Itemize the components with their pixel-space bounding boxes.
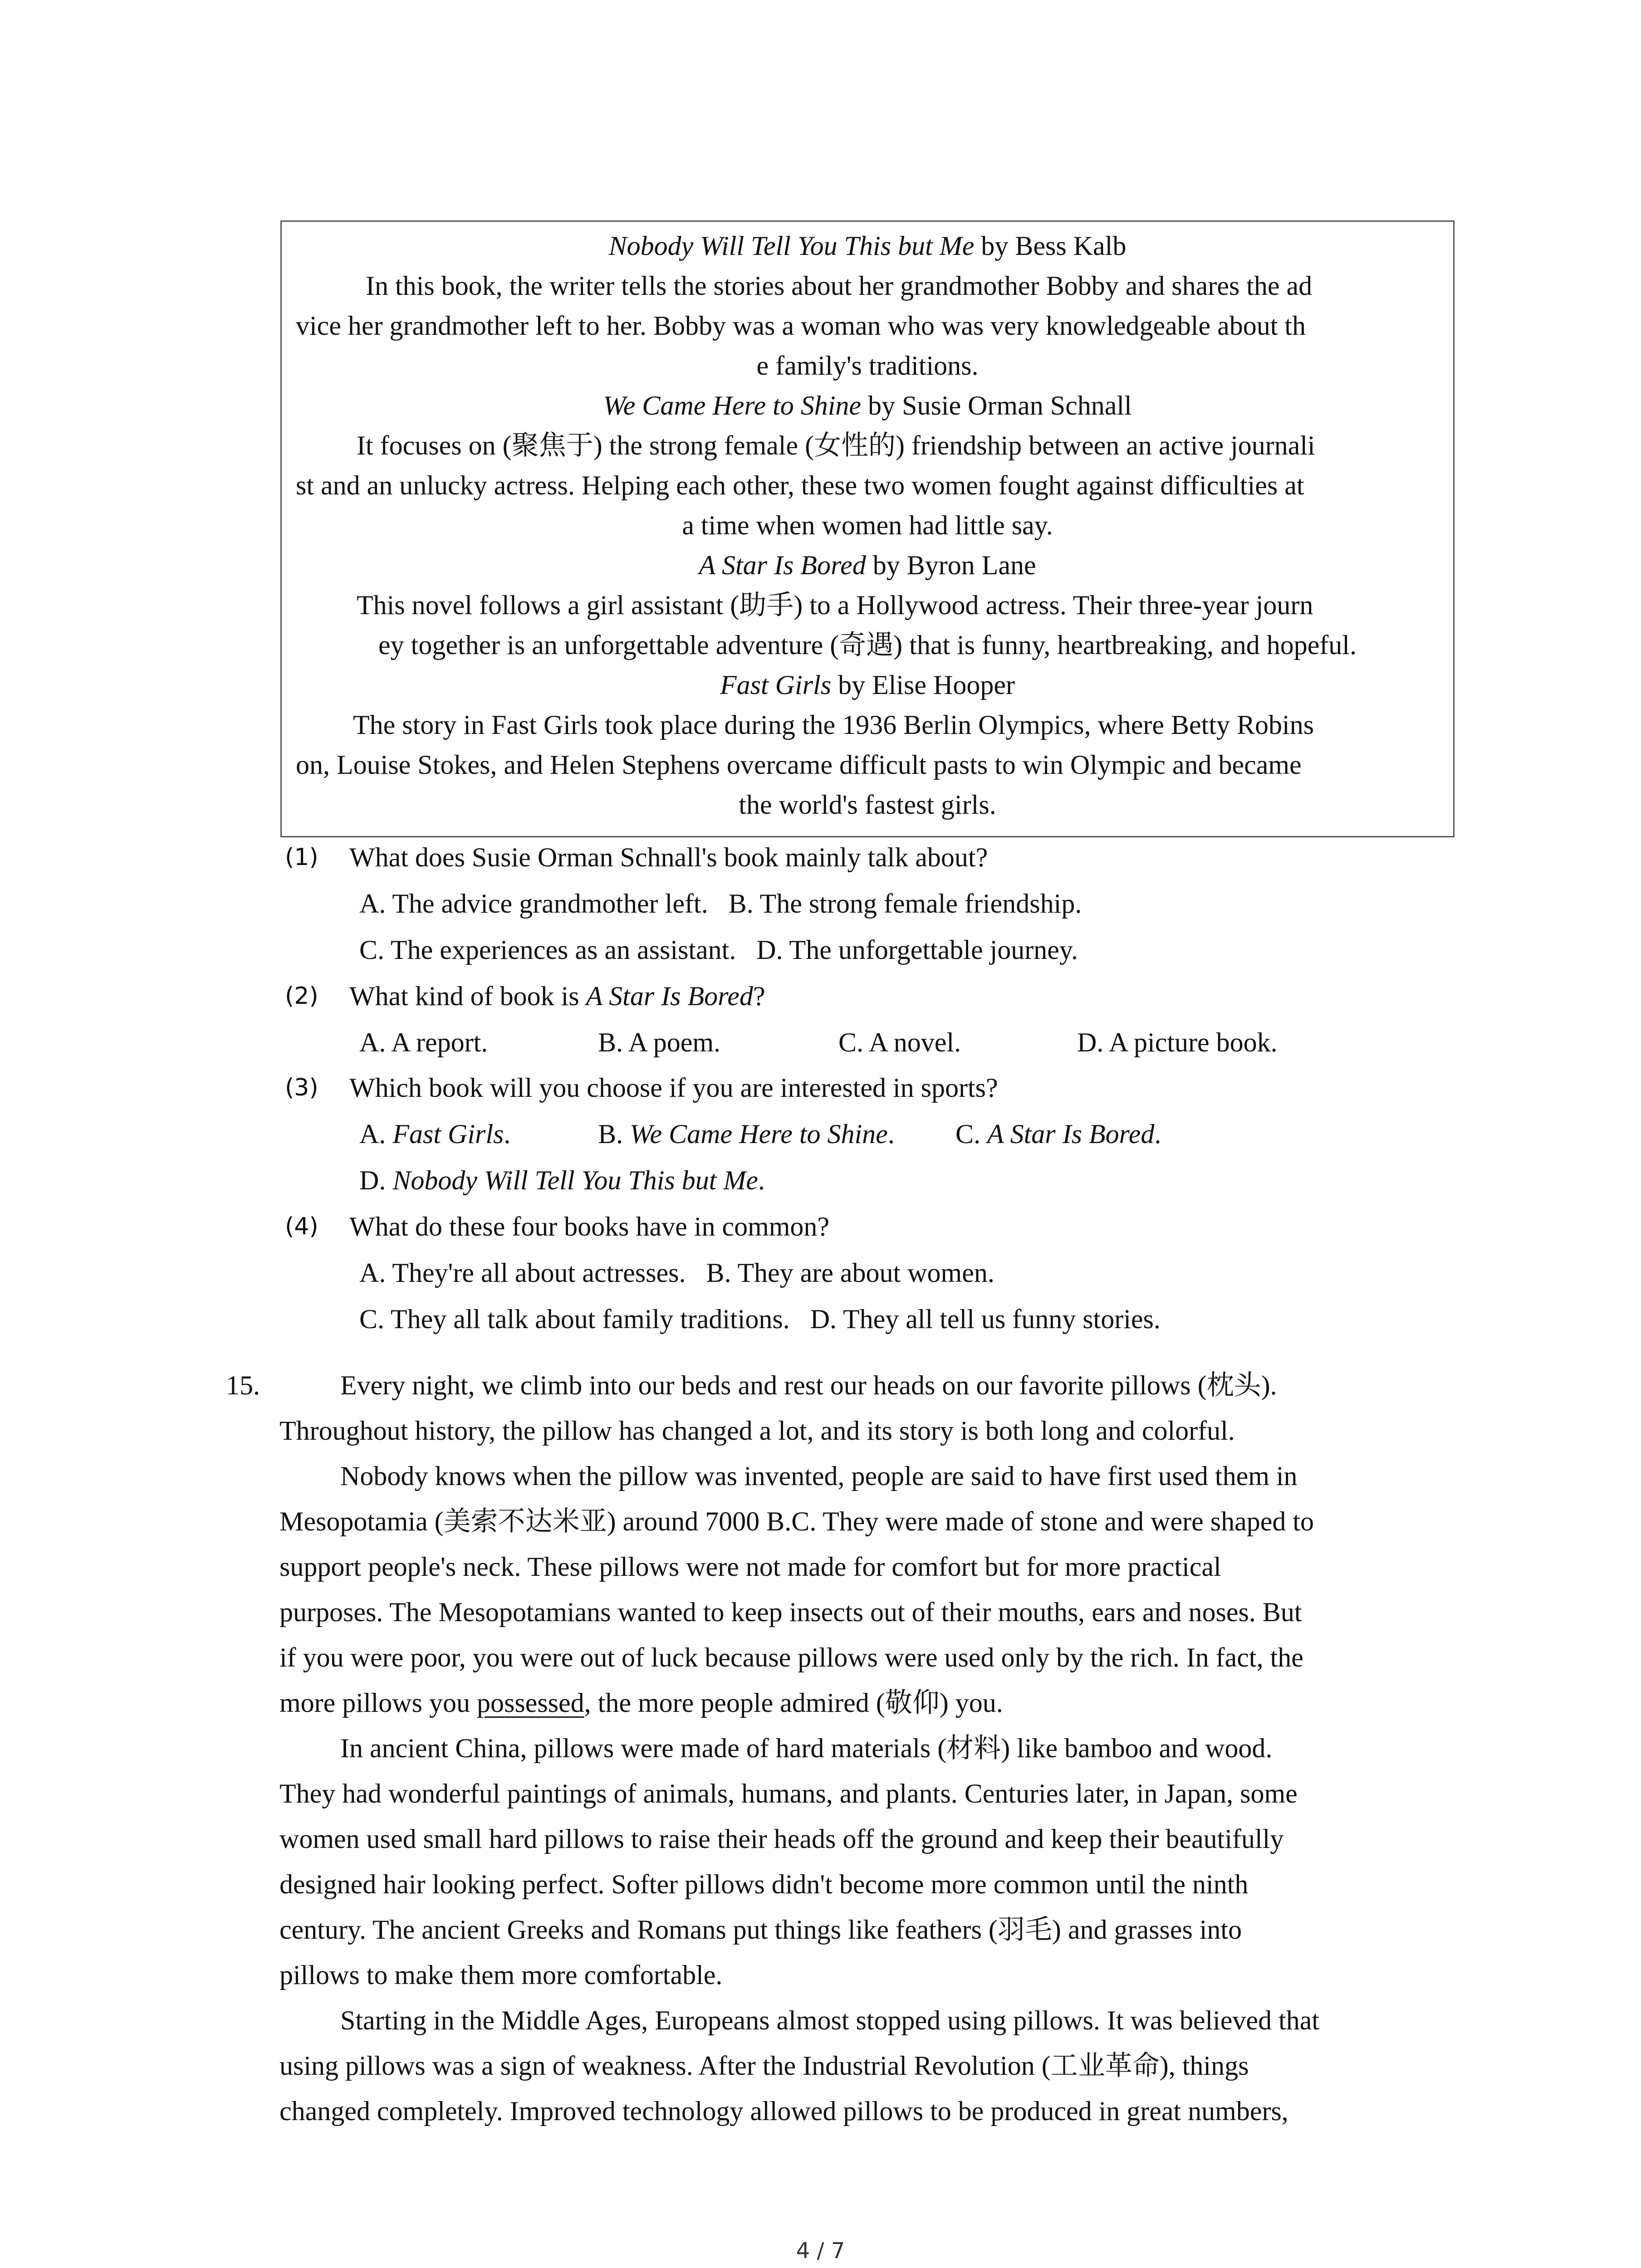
book-desc-line: vice her grandmother left to her. Bobby was a woman who was very knowledgeable about th bbox=[296, 311, 1306, 341]
option-end: . bbox=[504, 1119, 511, 1149]
passage-line: century. The ancient Greeks and Romans put things like feathers (羽毛) and grasses into bbox=[279, 1915, 1242, 1945]
option-end: . bbox=[887, 1119, 895, 1149]
passage-line: support people's neck. These pillows were not made for comfort but for more practical bbox=[279, 1552, 1221, 1582]
option-book-title: Nobody Will Tell You This but Me bbox=[392, 1165, 759, 1195]
book-heading bbox=[280, 232, 1455, 259]
passage-line: women used small hard pillows to raise their heads off the ground and keep their beautifully bbox=[279, 1824, 1284, 1854]
option-letter: B. bbox=[598, 1119, 630, 1149]
question-text: What does Susie Orman Schnall's book mainly talk about? bbox=[349, 842, 988, 872]
option-c bbox=[955, 1120, 1161, 1148]
option-book-title: We Came Here to Shine bbox=[630, 1119, 888, 1149]
passage-line: purposes. The Mesopotamians wanted to keep insects out of their mouths, ears and noses. But bbox=[279, 1597, 1302, 1627]
passage-line: Every night, we climb into our beds and rest our heads on our favorite pillows (枕头). bbox=[340, 1370, 1277, 1400]
book-title: Nobody Will Tell You This but Me bbox=[608, 231, 975, 261]
book-desc-line: on, Louise Stokes, and Helen Stephens overcame difficult pasts to win Olympic and became bbox=[296, 750, 1302, 780]
question-number: (4) bbox=[285, 1213, 318, 1240]
question-number: (2) bbox=[285, 982, 318, 1010]
book-heading bbox=[280, 392, 1455, 419]
option-d bbox=[359, 1167, 765, 1194]
book-desc-line: This novel follows a girl assistant (助手) to a Hollywood actress. Their three-year journ bbox=[357, 590, 1313, 620]
passage-line: Mesopotamia (美索不达米亚) around 7000 B.C. They were made of stone and were shaped to bbox=[279, 1506, 1314, 1536]
book-desc-line: st and an unlucky actress. Helping each other, these two women fought against difficulties at bbox=[296, 470, 1304, 500]
option-book-title: A Star Is Bored bbox=[987, 1119, 1155, 1149]
book-heading bbox=[280, 552, 1455, 579]
page-number: 4 / 7 bbox=[796, 2238, 845, 2263]
question-book-title: A Star Is Bored bbox=[586, 981, 753, 1011]
option-end: . bbox=[758, 1165, 765, 1195]
question-options: C. The experiences as an assistant. D. The unforgettable journey. bbox=[359, 935, 1078, 965]
passage-line: using pillows was a sign of weakness. After the Industrial Revolution (工业革命), things bbox=[279, 2051, 1249, 2081]
passage-line: Nobody knows when the pillow was invented, people are said to have first used them in bbox=[340, 1461, 1298, 1491]
passage-text: more pillows you bbox=[279, 1688, 477, 1718]
book-desc-line: a time when women had little say. bbox=[682, 510, 1053, 540]
option-b: B. A poem. bbox=[598, 1027, 721, 1057]
passage-line: In ancient China, pillows were made of hard materials (材料) like bamboo and wood. bbox=[340, 1733, 1273, 1763]
option-c: C. A novel. bbox=[838, 1027, 961, 1057]
passage-line: designed hair looking perfect. Softer pillows didn't become more common until the ninth bbox=[279, 1869, 1249, 1899]
book-author: by Elise Hooper bbox=[831, 670, 1015, 700]
book-desc-line: e family's traditions. bbox=[756, 351, 979, 381]
question-text-post: ? bbox=[753, 981, 765, 1011]
question-text bbox=[349, 982, 765, 1010]
question-number: (1) bbox=[285, 844, 318, 871]
question-number: (3) bbox=[285, 1074, 318, 1101]
book-heading bbox=[280, 671, 1455, 699]
option-a: A. A report. bbox=[359, 1027, 488, 1057]
passage-number: 15. bbox=[226, 1370, 260, 1400]
question-text: What do these four books have in common? bbox=[349, 1212, 830, 1242]
passage-line: Throughout history, the pillow has changed a lot, and its story is both long and colorful. bbox=[279, 1416, 1235, 1446]
passage-line: changed completely. Improved technology allowed pillows to be produced in great numbers, bbox=[279, 2096, 1288, 2126]
option-a bbox=[359, 1120, 510, 1148]
book-desc-line: It focuses on (聚焦于) the strong female (女性的) friendship between an active journali bbox=[357, 430, 1315, 460]
question-text: Which book will you choose if you are interested in sports? bbox=[349, 1073, 998, 1103]
book-author: by Bess Kalb bbox=[974, 231, 1127, 261]
passage-line: pillows to make them more comfortable. bbox=[279, 1960, 723, 1990]
book-title: We Came Here to Shine bbox=[603, 391, 862, 420]
question-options: C. They all talk about family traditions. D. They all tell us funny stories. bbox=[359, 1304, 1161, 1334]
option-letter: D. bbox=[359, 1165, 393, 1195]
question-options: A. The advice grandmother left. B. The strong female friendship. bbox=[359, 889, 1082, 919]
option-b bbox=[598, 1120, 895, 1148]
book-author: by Byron Lane bbox=[866, 550, 1036, 580]
passage-line: if you were poor, you were out of luck because pillows were used only by the rich. In fact, the bbox=[279, 1642, 1303, 1672]
option-d: D. A picture book. bbox=[1077, 1027, 1278, 1057]
passage-line: They had wonderful paintings of animals, humans, and plants. Centuries later, in Japan, some bbox=[279, 1779, 1298, 1809]
passage-line: Starting in the Middle Ages, Europeans almost stopped using pillows. It was believed that bbox=[340, 2005, 1320, 2035]
passage-text: , the more people admired (敬仰) you. bbox=[584, 1688, 1003, 1718]
option-end: . bbox=[1154, 1119, 1161, 1149]
book-desc-line: The story in Fast Girls took place during the 1936 Berlin Olympics, where Betty Robins bbox=[353, 710, 1314, 740]
book-author: by Susie Orman Schnall bbox=[861, 391, 1132, 420]
option-book-title: Fast Girls bbox=[392, 1119, 504, 1149]
book-desc-line: ey together is an unforgettable adventure (奇遇) that is funny, heartbreaking, and hopeful. bbox=[378, 630, 1357, 660]
question-options: A. They're all about actresses. B. They are about women. bbox=[359, 1258, 994, 1288]
option-letter: C. bbox=[955, 1119, 988, 1149]
book-desc-line: the world's fastest girls. bbox=[739, 790, 996, 820]
passage-line bbox=[279, 1689, 1003, 1716]
option-letter: A. bbox=[359, 1119, 393, 1149]
book-title: A Star Is Bored bbox=[699, 550, 866, 580]
book-desc-line: In this book, the writer tells the stories about her grandmother Bobby and shares the ad bbox=[366, 271, 1313, 301]
book-title: Fast Girls bbox=[720, 670, 832, 700]
question-text-pre: What kind of book is bbox=[349, 981, 586, 1011]
underlined-word: possessed bbox=[476, 1688, 584, 1718]
